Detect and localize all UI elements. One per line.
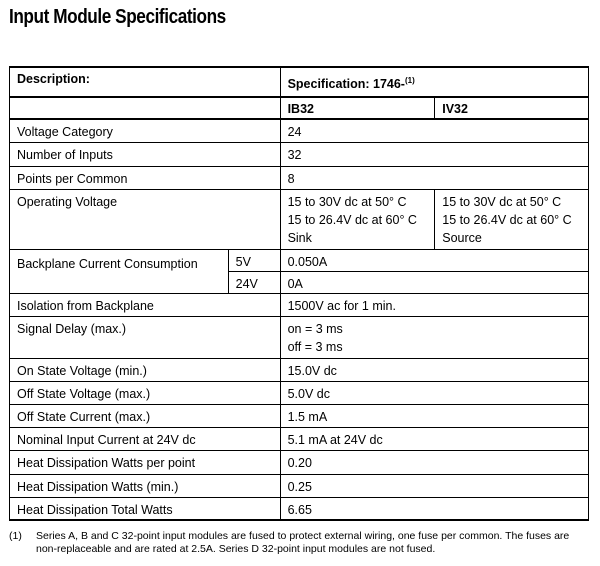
table-row — [10, 293, 589, 316]
ib32-operating-voltage: 15 to 30V dc at 50° C 15 to 26.4V dc at 60° C Sink — [280, 189, 435, 249]
row-value: 8 — [280, 166, 588, 189]
table-row — [10, 427, 589, 450]
row-label: Heat Dissipation Watts per point — [10, 450, 281, 474]
row-value: 5.1 mA at 24V dc — [280, 427, 588, 450]
row-value: 0.20 — [280, 450, 588, 474]
row-label: Points per Common — [10, 166, 281, 189]
table-row — [10, 166, 589, 189]
table-row — [10, 189, 589, 249]
voltage-24v-label: 24V — [228, 271, 280, 293]
row-value: 6.65 — [280, 497, 588, 520]
table-row — [10, 249, 589, 271]
table-row — [10, 497, 589, 520]
row-value: 0.050A — [280, 249, 588, 271]
table-row — [10, 381, 589, 404]
table-row — [10, 474, 589, 497]
description-header: Description: — [10, 67, 281, 97]
table-subheader-row — [10, 97, 589, 119]
row-label: Voltage Category — [10, 119, 281, 142]
row-value: 32 — [280, 142, 588, 166]
specification-header: Specification: 1746-$^{(1)}$ — [280, 67, 588, 97]
table-row — [10, 119, 589, 142]
table-row — [10, 358, 589, 381]
row-label: Signal Delay (max.) — [10, 316, 281, 358]
row-value: 15.0V dc — [280, 358, 588, 381]
table-header-row — [10, 67, 589, 97]
footnote — [9, 530, 589, 556]
table-row — [10, 316, 589, 358]
footnote-mark: (1) — [9, 530, 22, 542]
table-row — [10, 450, 589, 474]
voltage-5v-label: 5V — [228, 249, 280, 271]
row-label: Off State Voltage (max.) — [10, 381, 281, 404]
row-label: Operating Voltage — [10, 189, 281, 249]
row-label: Off State Current (max.) — [10, 404, 281, 427]
page-title: Input Module Specifications — [9, 6, 226, 28]
row-label: Nominal Input Current at 24V dc — [10, 427, 281, 450]
row-value: 0.25 — [280, 474, 588, 497]
row-label: On State Voltage (min.) — [10, 358, 281, 381]
row-value: 5.0V dc — [280, 381, 588, 404]
iv32-header: IV32 — [435, 97, 589, 119]
row-value: 24 — [280, 119, 588, 142]
table-row — [10, 404, 589, 427]
row-label: Number of Inputs — [10, 142, 281, 166]
row-label: Heat Dissipation Watts (min.) — [10, 474, 281, 497]
row-value: on = 3 ms off = 3 ms — [280, 316, 588, 358]
row-label: Heat Dissipation Total Watts — [10, 497, 281, 520]
row-label: Isolation from Backplane — [10, 293, 281, 316]
footnote-ref: (1) — [404, 76, 415, 85]
spec-table — [9, 66, 589, 521]
row-value: 0A — [280, 271, 588, 293]
row-value: 1.5 mA — [280, 404, 588, 427]
ib32-header: IB32 — [280, 97, 435, 119]
row-label: Backplane Current Consumption — [10, 249, 229, 293]
iv32-operating-voltage: 15 to 30V dc at 50° C 15 to 26.4V dc at 60° C Source — [435, 189, 589, 249]
footnote-text: Series A, B and C 32-point input modules are fused to protect external wiring, one fuse per common. The fuses are non-replaceable and are rated at 2.5A. Series D 32-point input modules are not fused. — [36, 530, 570, 555]
row-value: 1500V ac for 1 min. — [280, 293, 588, 316]
table-row — [10, 142, 589, 166]
